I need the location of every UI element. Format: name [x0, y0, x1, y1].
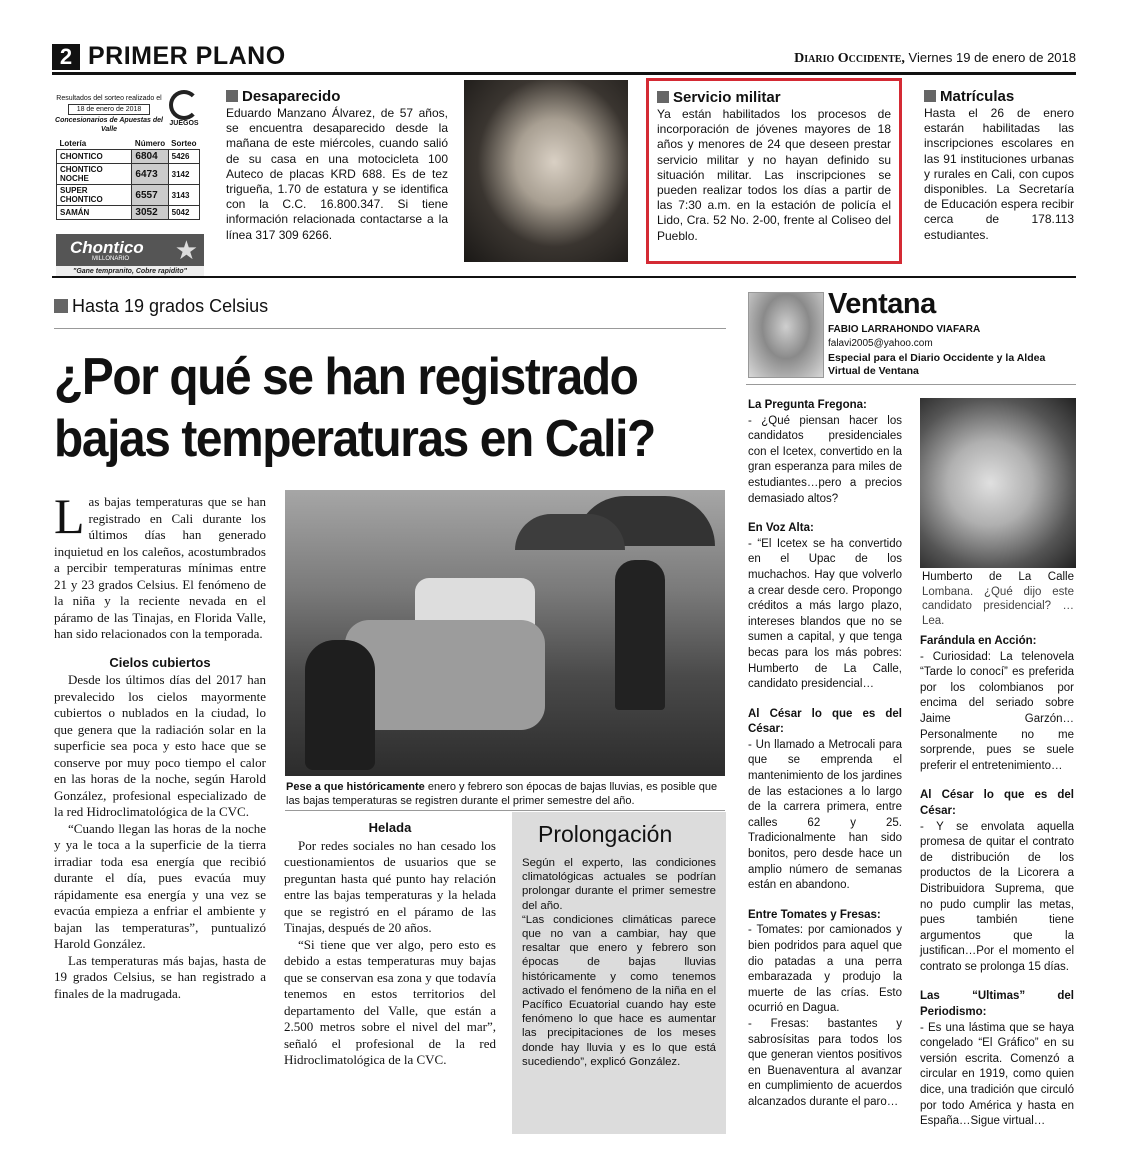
caption-lead: Pese a que históricamente: [286, 781, 425, 793]
top-rule: [52, 276, 1076, 278]
sidebar-box-prolongacion: [512, 812, 726, 1134]
candidate-caption: [922, 570, 1074, 628]
lottery-draw: 5042: [168, 206, 199, 220]
lottery-name: SUPER CHONTICO: [57, 185, 132, 206]
lead-text: as bajas temperaturas que se han registrado en Cali durante los últimos días han generado inquietud en los caleños, acostumbrados a percibir temperaturas mínimas entre 21 y 23 grados Celsius. El fenómeno de la niña y la reciente nevada en el páramo de las Tinajas, en Florida Valle, han sido relacionados con la temporada.: [54, 494, 266, 641]
paragraph: “Cuando llegan las horas de la noche y ya le toca a la superficie de la tierra irradiar toda esa energía que recibió durante el día, pues evacúa muy rápidamente esa energía y una vez se evacúa empieza a enfriar el ambiente y bajan las temperaturas”, puntualizó Harold González.: [54, 820, 266, 951]
article-col-1: [54, 488, 266, 1002]
lottery-number: 3052: [132, 206, 168, 220]
square-bullet-icon: [924, 90, 936, 102]
star-icon: ★: [174, 235, 198, 265]
lottery-number: 6557: [132, 185, 168, 206]
ventana-item-title: Al César lo que es del César:: [748, 707, 902, 736]
square-bullet-icon: [657, 91, 669, 103]
chontico-brand: Chontico: [70, 238, 144, 257]
lottery-table: [56, 138, 200, 220]
umbrella-shape: [515, 514, 625, 550]
lottery-draw: 3143: [168, 185, 199, 206]
car-shape: [345, 620, 545, 730]
lottery-header: Sorteo: [171, 139, 197, 148]
ventana-rule: [746, 384, 1076, 385]
ventana-header: [746, 288, 1076, 384]
chontico-slogan: "Gane tempranito, Cobre rapidito": [56, 266, 204, 277]
lottery-header: Número: [134, 139, 166, 148]
ventana-item-body: - Fresas: bastantes y sabrosísitas para todos los que generan vientos positivos en Buenaventura al avanzar en cumplimiento de acuerdos alcanzados durante el paro…: [748, 1017, 902, 1108]
rain-street-photo: [285, 490, 725, 776]
caption-name: Humberto de La Calle: [922, 571, 1074, 583]
kicker-rule: [54, 328, 726, 329]
ventana-item: [920, 634, 1074, 774]
ventana-item: [748, 398, 902, 507]
caption-text: Lombana. ¿Qué dijo este candidato presidencial? …Lea.: [922, 585, 1074, 627]
table-row: [57, 150, 200, 164]
page-header: [52, 42, 1076, 72]
ventana-item-title: La Pregunta Fregona:: [748, 399, 867, 411]
lottery-intro: [54, 94, 164, 134]
ventana-item: [748, 707, 902, 894]
brief-title-text: Servicio militar: [673, 89, 781, 106]
chontico-banner: [56, 234, 204, 278]
ventana-item-title: Farándula en Acción:: [920, 635, 1037, 647]
ventana-item-body: - Un llamado a Metrocali para que se emprenda el mantenimiento de los jardines de las estaciones a lo largo de la carrera primera, entre calles 62 y 25. Tradicionalmente han sido bonitos, pero desde hace un amplio número de semanas están en abandono.: [748, 738, 902, 892]
ventana-item: [920, 788, 1074, 975]
headline: [54, 346, 680, 470]
lottery-draw: 3142: [168, 164, 199, 185]
ventana-title: Ventana: [828, 288, 936, 320]
brief-body: Hasta el 26 de enero estarán habilitadas las inscripciones escolares en las 91 instituciones urbanas y rurales en Cali, con cupos disponibles. La Secretaría de Educación espera recibir cerca de 178.113 estudiantes.: [924, 106, 1074, 242]
paper-name: Diario Occidente,: [794, 51, 905, 66]
ventana-item-body: - Curiosidad: La telenovela “Tarde lo conocí” es preferida por los colombianos por encima del seriado sobre Jaime Garzón…Personalmente no me sorprende, pues se suele preferir el entretenimiento…: [920, 650, 1074, 772]
brief-title: [657, 89, 891, 107]
missing-person-photo: [464, 80, 628, 262]
ventana-item-body: - Y se envolata aquella promesa de quitar el contrato de distribución de los productos de la Licorera a Distribuidora Suprema, que no pudo cumplir las metas, pues también tiene argumentos que la justifican…Por el momento el contrato se prolonga 15 días.: [920, 820, 1074, 973]
masthead-date: [794, 50, 1076, 67]
ventana-col-left: [748, 398, 902, 1125]
author-email: falavi2005@yahoo.com: [828, 338, 933, 349]
ventana-item-body: - Tomates: por camionados y bien podridos para aquel que dio patadas a una perra embarazada y produjo la muerte de las crías. Esto ocurrió en Dagua.: [748, 924, 902, 1015]
lottery-box: [52, 88, 204, 280]
lottery-name: CHONTICO: [57, 150, 132, 164]
paragraph: Por redes sociales no han cesado los cuestionamientos de usuarios que se preguntan hasta qué punto hay relación entre las bajas temperaturas y la helada que se registró en el páramo de las Tinajas, después de 20 años.: [284, 837, 496, 935]
person-shape: [615, 560, 665, 710]
photo-caption: [286, 780, 726, 808]
ventana-item-title: Al César lo que es del César:: [920, 789, 1074, 817]
issue-date: Viernes 19 de enero de 2018: [908, 50, 1076, 65]
box-title: Prolongación: [538, 821, 673, 847]
subhead: Cielos cubiertos: [109, 654, 211, 670]
ventana-item-body: - Es una lástima que se haya congelado “El Gráfico” en su versión escrita. Comenzó a circular en 1919, como quien dice, una tradición que circuló por todo América y hasta en España…Sigue virtual…: [920, 1021, 1074, 1128]
brief-title-text: Matrículas: [940, 88, 1015, 105]
author-affiliation: Especial para el Diario Occidente y la Aldea Virtual de Ventana: [828, 352, 1046, 377]
headline-line: bajas temperaturas en Cali?: [54, 410, 655, 468]
juegos-logo-text: JUEGOS: [169, 120, 199, 127]
article-kicker: [54, 296, 268, 317]
ventana-item-title: Las “Ultimas” del Periodismo:: [920, 990, 1074, 1019]
table-row: [57, 206, 200, 220]
square-bullet-icon: [226, 90, 238, 102]
ventana-item-title: Entre Tomates y Fresas:: [748, 908, 881, 921]
subhead: Helada: [368, 820, 412, 835]
ventana-item: [920, 989, 1074, 1129]
section-title: PRIMER PLANO: [88, 42, 286, 70]
lottery-header: Lotería: [59, 139, 87, 148]
brief-title: [924, 88, 1074, 106]
chontico-sub: MILLONARIO: [92, 256, 130, 262]
ventana-item-title: En Voz Alta:: [748, 522, 814, 535]
caption-text: enero y febrero son épocas de bajas lluvias, es posible que las bajas temperaturas se registren durante el primer semestre del año.: [286, 781, 718, 807]
lottery-intro-line2: 18 de enero de 2018: [68, 104, 150, 115]
caption-rule: [285, 810, 725, 811]
lottery-name: SAMÁN: [57, 206, 132, 220]
motorcycle-shape: [305, 640, 375, 770]
juegos-logo-icon: [169, 90, 199, 120]
lottery-header-row: [57, 138, 200, 150]
ventana-item-body: - ¿Qué piensan hacer los candidatos presidenciales con el Icetex, convertido en la gran esperanza para miles de estudiantes…pero a precios demasiado altos?: [748, 414, 902, 505]
candidate-photo: [920, 398, 1076, 568]
brief-title-text: Desaparecido: [242, 88, 341, 105]
kicker-text: Hasta 19 grados Celsius: [72, 296, 269, 316]
author-name: FABIO LARRAHONDO VIAFARA: [828, 324, 981, 335]
dropcap: L: [54, 488, 85, 544]
page-number: 2: [52, 44, 80, 70]
article-col-2: [284, 820, 496, 1069]
brief-servicio-militar: [646, 78, 902, 264]
brief-title: [226, 88, 448, 106]
brief-desaparecido: [226, 88, 448, 243]
table-row: [57, 185, 200, 206]
author-photo: [748, 292, 824, 378]
ventana-col-right: [920, 634, 1074, 1144]
header-rule: [52, 72, 1076, 75]
paragraph: Desde los últimos días del 2017 han prevalecido los cielos mayormente cubiertos o nublados en la ciudad, lo que genera que la radiación solar en la superficie sea poca y esto hace que se conserve por muy poco tiempo el calor en las horas de la noche, según Harold González, profesional especializado de la red Hidroclimatológica de la CVC.: [54, 672, 266, 819]
lead-paragraph: [54, 488, 266, 643]
ventana-item-body: - “El Icetex se ha convertido en el Upac de los muchachos. Hay que volverlo a crear desde cero. Propongo créditos a más largo plazo, intereses blandos que no se sumen a capital, y que tenga becas para los más pobres: Humberto de La Calle, candidato presidencial…: [748, 537, 902, 691]
juegos-logo: [166, 90, 202, 126]
paragraph: “Si tiene que ver algo, pero esto es debido a estas temperaturas muy bajas que se conservan esa zona y que todavía tenemos en estos territorios del departamento del Valle, que están a 2.500 metros sobre el nivel del mar”, señaló el profesional de la red Hidroclimatológica de la CVC.: [284, 936, 496, 1067]
lottery-intro-line1: Resultados del sorteo realizado el: [56, 95, 162, 102]
brief-matriculas: [924, 88, 1074, 243]
lottery-draw: 5426: [168, 150, 199, 164]
lottery-name: CHONTICO NOCHE: [57, 164, 132, 185]
box-paragraph: Según el experto, las condiciones climatológicas actuales se podrían prolongar durante el primer semestre del año.: [522, 857, 716, 912]
table-row: [57, 164, 200, 185]
paragraph: Las temperaturas más bajas, hasta de 19 grados Celsius, se han registrado a finales de la madrugada.: [54, 952, 266, 1001]
headline-line: ¿Por qué se han registrado: [54, 348, 638, 406]
ventana-item: [748, 521, 902, 693]
lottery-intro-line3: Concesionarios de Apuestas del Valle: [55, 117, 163, 133]
box-paragraph: “Las condiciones climáticas parece que no van a cambiar, hay que resaltar que enero y febrero son épocas de bajas lluvias históricamente y como tenemos activado el fenómeno de la niña en el Pacífico Ecuatorial cuando hay este fenómeno lo que hace es aumentar las precipitaciones de los meses donde hay lluvia y es lo que está sucediendo”, explicó González.: [522, 913, 716, 1068]
square-bullet-icon: [54, 299, 68, 313]
brief-body: Eduardo Manzano Álvarez, de 57 años, se encuentra desaparecido desde la mañana de este miércoles, cuando salió de su casa en una motocicleta 100 Auteco de placas KRD 688. Es de tez trigueña, 1.70 de estatura y se identifica con la C.C. 16.800.347. Si tiene información relacionada contactarse a la línea 317 309 6266.: [226, 106, 448, 242]
brief-body: Ya están habilitados los procesos de incorporación de jóvenes mayores de 18 años y menores de 24 que deseen prestar servicio militar y no hayan definido su situación militar. Las inscripciones se pueden realizar todos los días a partir de las 7:30 a.m. en la estación de policía el Lido, Cra. 52 No. 2-00, frente al Coliseo del Pueblo.: [657, 107, 891, 243]
lottery-number: 6473: [132, 164, 168, 185]
ventana-item: [748, 908, 902, 1111]
lottery-number: 6804: [132, 150, 168, 164]
